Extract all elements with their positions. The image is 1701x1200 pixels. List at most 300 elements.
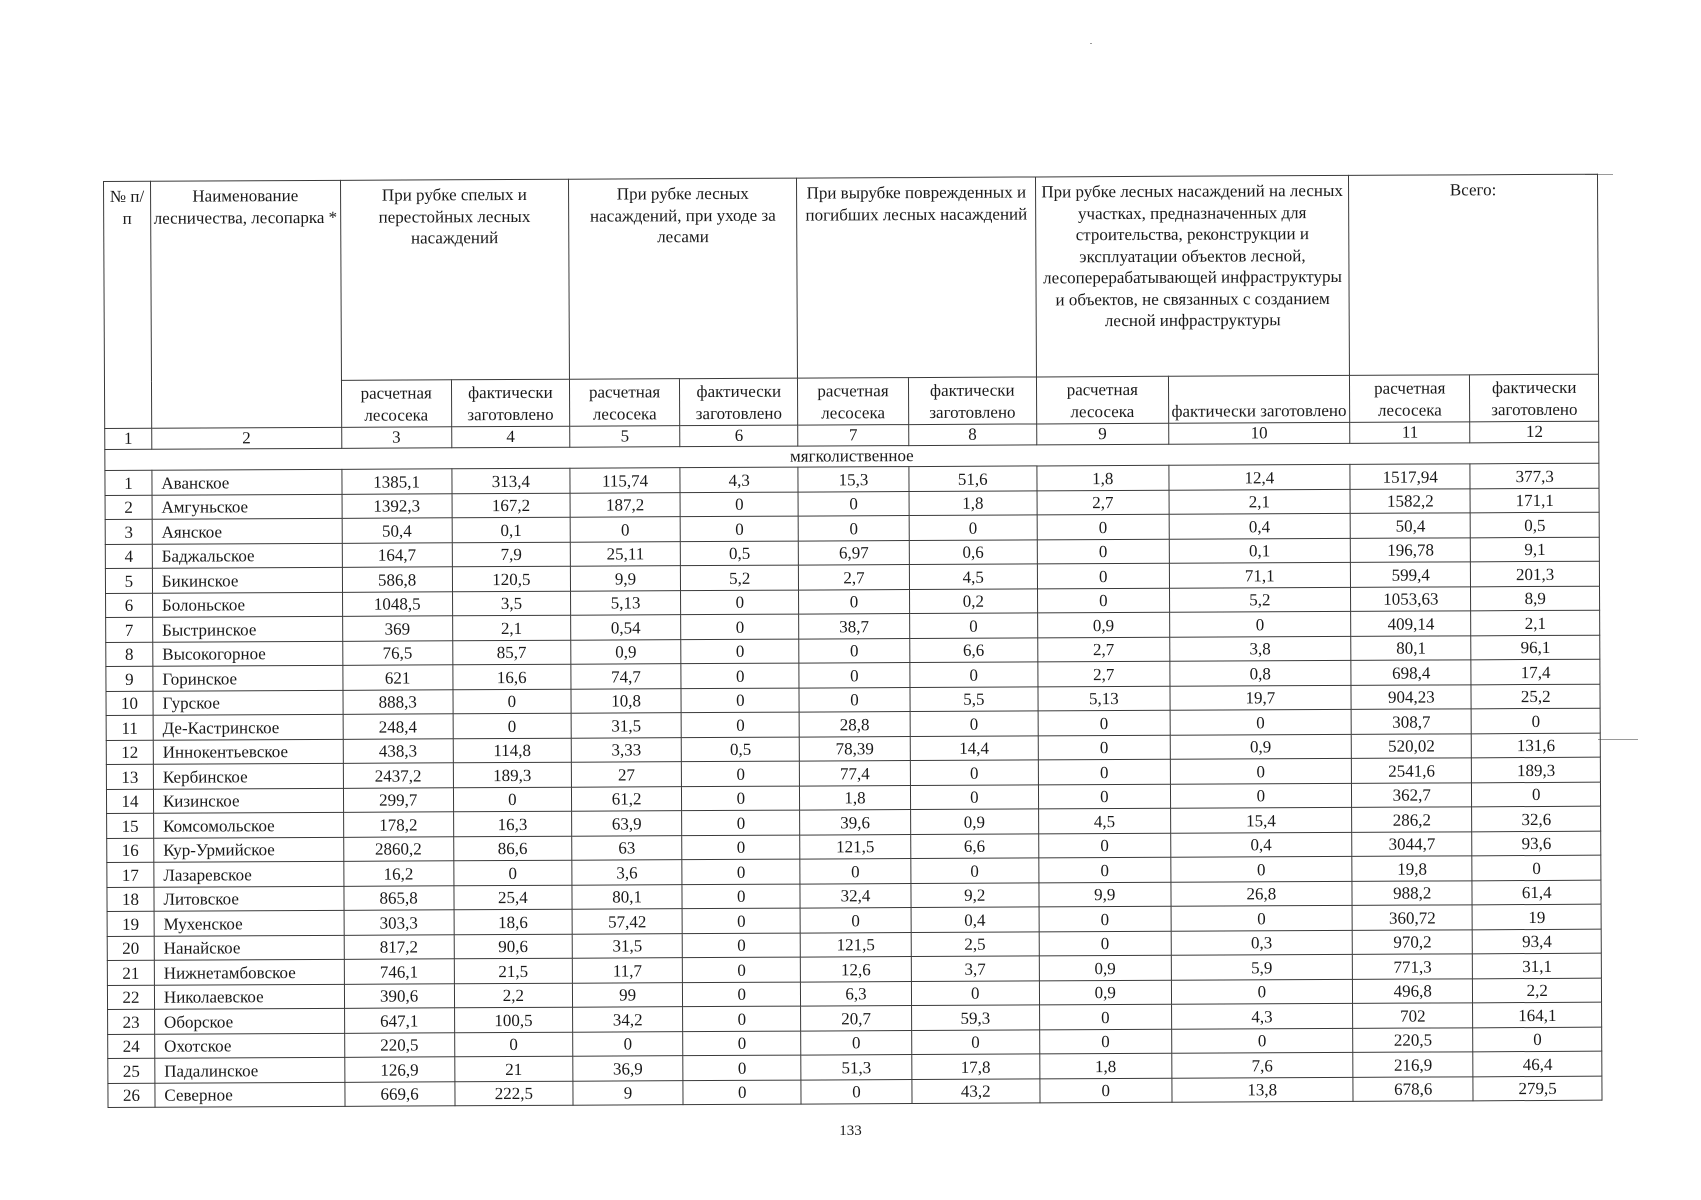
value-cell: 0 — [681, 614, 799, 639]
forestry-name-cell: Северное — [155, 1082, 345, 1107]
value-cell: 0 — [682, 859, 800, 884]
value-cell: 120,5 — [452, 566, 570, 591]
value-cell: 61,4 — [1472, 880, 1601, 905]
column-number: 12 — [1470, 421, 1599, 443]
value-cell: 196,78 — [1350, 537, 1470, 562]
value-cell: 50,4 — [1350, 513, 1470, 538]
value-cell: 93,6 — [1472, 831, 1601, 856]
value-cell: 115,74 — [570, 468, 680, 493]
value-cell: 0,5 — [1471, 512, 1600, 537]
header-no: № п/п — [104, 181, 152, 428]
value-cell: 0 — [1473, 1027, 1602, 1052]
value-cell: 16,6 — [453, 664, 571, 689]
value-cell: 164,1 — [1473, 1002, 1602, 1027]
value-cell: 698,4 — [1351, 660, 1471, 685]
row-number-cell: 2 — [105, 495, 152, 520]
value-cell: 9,9 — [1039, 882, 1171, 907]
value-cell: 0 — [911, 980, 1040, 1005]
column-number: 11 — [1350, 422, 1470, 444]
value-cell: 9,9 — [570, 566, 680, 591]
value-cell: 126,9 — [344, 1057, 454, 1082]
value-cell: 362,7 — [1352, 782, 1472, 807]
header-sub-planned: расчетная лесосека — [1350, 375, 1471, 423]
value-cell: 77,4 — [800, 761, 910, 786]
value-cell: 16,2 — [343, 861, 453, 886]
forestry-name-cell: Литовское — [154, 886, 344, 911]
value-cell: 76,5 — [342, 640, 452, 665]
value-cell: 0 — [1037, 563, 1169, 588]
value-cell: 0 — [453, 787, 571, 812]
row-number-cell: 18 — [107, 887, 154, 912]
value-cell: 36,9 — [573, 1056, 683, 1081]
value-cell: 0 — [1170, 783, 1352, 808]
forestry-name-cell: Кур-Урмийское — [154, 837, 344, 862]
header-group-mature: При рубке спелых и перестойных лесных насаждений — [340, 179, 569, 380]
value-cell: 114,8 — [453, 738, 571, 763]
value-cell: 0 — [1171, 905, 1353, 930]
forestry-name-cell: Оборское — [154, 1008, 344, 1033]
value-cell: 313,4 — [452, 468, 570, 493]
value-cell: 96,1 — [1471, 635, 1600, 660]
value-cell: 121,5 — [801, 932, 911, 957]
value-cell: 201,3 — [1471, 561, 1600, 586]
value-cell: 3,7 — [911, 956, 1040, 981]
value-cell: 6,97 — [799, 540, 909, 565]
value-cell: 0 — [682, 933, 800, 958]
value-cell: 2,5 — [911, 931, 1040, 956]
value-cell: 0,9 — [1039, 980, 1171, 1005]
value-cell: 0 — [454, 860, 572, 885]
value-cell: 19,7 — [1170, 685, 1352, 710]
value-cell: 20,7 — [801, 1006, 911, 1031]
value-cell: 2,2 — [1473, 978, 1602, 1003]
value-cell: 2,1 — [1471, 610, 1600, 635]
header-sub-actual: фактически заготовлено — [1168, 375, 1350, 423]
value-cell: 1053,63 — [1351, 586, 1471, 611]
forestry-name-cell: Аянское — [152, 518, 342, 543]
value-cell: 189,3 — [1472, 757, 1601, 782]
row-number-cell: 16 — [107, 838, 154, 863]
value-cell: 19,8 — [1352, 856, 1472, 881]
section-title: мягколиственное — [105, 442, 1599, 470]
value-cell: 15,4 — [1170, 807, 1352, 832]
value-cell: 1,8 — [1037, 465, 1169, 490]
value-cell: 17,8 — [911, 1054, 1040, 1079]
value-cell: 0 — [799, 589, 909, 614]
row-number-cell: 24 — [108, 1034, 155, 1059]
header-group-total: Всего: — [1349, 174, 1599, 375]
value-cell: 3044,7 — [1352, 831, 1472, 856]
value-cell: 0 — [683, 1055, 801, 1080]
column-number: 9 — [1037, 423, 1169, 445]
value-cell: 121,5 — [800, 834, 910, 859]
value-cell: 0,3 — [1171, 930, 1353, 955]
value-cell: 31,1 — [1473, 953, 1602, 978]
value-cell: 32,6 — [1472, 806, 1601, 831]
value-cell: 0,2 — [909, 588, 1038, 613]
forestry-name-cell: Гурское — [153, 690, 343, 715]
value-cell: 0 — [683, 1006, 801, 1031]
value-cell: 888,3 — [343, 689, 453, 714]
value-cell: 5,5 — [910, 686, 1039, 711]
value-cell: 0 — [682, 810, 800, 835]
value-cell: 0 — [453, 713, 571, 738]
value-cell: 39,6 — [800, 810, 910, 835]
value-cell: 18,6 — [454, 909, 572, 934]
value-cell: 1,8 — [909, 490, 1038, 515]
row-number-cell: 19 — [107, 911, 154, 936]
header-sub-actual: фактически заготовлено — [1470, 374, 1599, 422]
value-cell: 279,5 — [1473, 1076, 1602, 1101]
row-number-cell: 17 — [107, 862, 154, 887]
value-cell: 167,2 — [452, 493, 570, 518]
value-cell: 0 — [1040, 1078, 1172, 1103]
value-cell: 11,7 — [572, 958, 682, 983]
value-cell: 0,9 — [571, 639, 681, 664]
value-cell: 0 — [799, 687, 909, 712]
value-cell: 2,7 — [1038, 661, 1170, 686]
value-cell: 178,2 — [343, 812, 453, 837]
row-number-cell: 26 — [108, 1083, 155, 1108]
header-sub-planned: расчетная лесосека — [798, 378, 908, 426]
value-cell: 702 — [1353, 1003, 1473, 1028]
value-cell: 3,33 — [571, 737, 681, 762]
value-cell: 0 — [799, 663, 909, 688]
row-number-cell: 13 — [106, 764, 153, 789]
value-cell: 0 — [909, 613, 1038, 638]
row-number-cell: 23 — [108, 1009, 155, 1034]
forestry-name-cell: Горинское — [153, 665, 343, 690]
value-cell: 0 — [1040, 1029, 1172, 1054]
value-cell: 12,4 — [1168, 464, 1350, 489]
value-cell: 390,6 — [344, 983, 454, 1008]
value-cell: 0 — [680, 516, 798, 541]
forestry-name-cell: Охотское — [155, 1033, 345, 1058]
value-cell: 2860,2 — [343, 836, 453, 861]
value-cell: 2,1 — [452, 615, 570, 640]
forestry-name-cell: Бикинское — [152, 567, 342, 592]
value-cell: 0 — [1039, 931, 1171, 956]
row-number-cell: 1 — [105, 470, 152, 495]
header-sub-actual: фактически заготовлено — [680, 378, 799, 426]
value-cell: 988,2 — [1352, 880, 1472, 905]
value-cell: 0 — [1472, 782, 1601, 807]
value-cell: 647,1 — [344, 1008, 454, 1033]
row-number-cell: 7 — [106, 617, 153, 642]
value-cell: 0 — [682, 908, 800, 933]
column-number: 5 — [570, 426, 680, 448]
value-cell: 286,2 — [1352, 807, 1472, 832]
value-cell: 2,2 — [454, 983, 572, 1008]
value-cell: 63 — [572, 835, 682, 860]
value-cell: 0 — [681, 712, 799, 737]
value-cell: 0,1 — [452, 517, 570, 542]
value-cell: 0 — [911, 1029, 1040, 1054]
value-cell: 2437,2 — [343, 763, 453, 788]
value-cell: 1,8 — [1040, 1053, 1172, 1078]
value-cell: 57,42 — [572, 909, 682, 934]
header-sub-planned: расчетная лесосека — [341, 380, 451, 428]
value-cell: 970,2 — [1352, 929, 1472, 954]
value-cell: 0 — [454, 1032, 572, 1057]
value-cell: 171,1 — [1470, 488, 1599, 513]
forestry-name-cell: Аванское — [152, 469, 342, 494]
value-cell: 0 — [681, 761, 799, 786]
value-cell: 14,4 — [910, 735, 1039, 760]
forestry-name-cell: Кербинское — [153, 763, 343, 788]
value-cell: 26,8 — [1171, 881, 1353, 906]
value-cell: 377,3 — [1470, 463, 1599, 488]
column-number: 8 — [908, 424, 1037, 446]
value-cell: 0,4 — [911, 907, 1040, 932]
row-number-cell: 20 — [107, 936, 154, 961]
value-cell: 0 — [682, 884, 800, 909]
value-cell: 38,7 — [799, 614, 909, 639]
table-header — [104, 174, 1599, 470]
value-cell: 32,4 — [800, 883, 910, 908]
value-cell: 31,5 — [572, 933, 682, 958]
value-cell: 0 — [683, 982, 801, 1007]
value-cell: 10,8 — [571, 688, 681, 713]
forestry-harvest-table — [103, 174, 1603, 1108]
forestry-name-cell: Де-Кастринское — [153, 714, 343, 739]
value-cell: 74,7 — [571, 664, 681, 689]
page-number: 133 — [839, 1123, 862, 1139]
value-cell: 248,4 — [343, 714, 453, 739]
forestry-name-cell: Николаевское — [154, 984, 344, 1009]
value-cell: 0 — [1171, 1028, 1353, 1053]
row-number-cell: 9 — [106, 666, 153, 691]
value-cell: 0 — [681, 590, 799, 615]
value-cell: 0 — [909, 515, 1038, 540]
value-cell: 21,5 — [454, 958, 572, 983]
value-cell: 1582,2 — [1350, 488, 1470, 513]
value-cell: 189,3 — [453, 762, 571, 787]
value-cell: 25,11 — [570, 541, 680, 566]
value-cell: 0 — [1038, 710, 1170, 735]
value-cell: 0 — [799, 516, 909, 541]
value-cell: 50,4 — [342, 518, 452, 543]
value-cell: 5,2 — [681, 565, 799, 590]
value-cell: 1385,1 — [341, 469, 451, 494]
column-number: 2 — [152, 427, 342, 449]
row-number-cell: 21 — [107, 960, 154, 985]
value-cell: 6,6 — [909, 637, 1038, 662]
value-cell: 222,5 — [455, 1081, 573, 1106]
value-cell: 7,9 — [452, 542, 570, 567]
value-cell: 599,4 — [1350, 562, 1470, 587]
row-number-cell: 22 — [107, 985, 154, 1010]
forestry-name-cell: Падалинское — [155, 1057, 345, 1082]
value-cell: 164,7 — [342, 542, 452, 567]
value-cell: 360,72 — [1352, 905, 1472, 930]
value-cell: 0,9 — [1039, 955, 1171, 980]
value-cell: 0 — [798, 491, 908, 516]
value-cell: 131,6 — [1472, 733, 1601, 758]
forestry-name-cell: Быстринское — [153, 616, 343, 641]
header-sub-actual: фактически заготовлено — [908, 377, 1037, 425]
value-cell: 25,4 — [454, 885, 572, 910]
value-cell: 0 — [1040, 1004, 1172, 1029]
value-cell: 0 — [800, 859, 910, 884]
value-cell: 0 — [1169, 611, 1351, 636]
column-number: 1 — [105, 428, 152, 449]
value-cell: 771,3 — [1352, 954, 1472, 979]
value-cell: 0 — [910, 784, 1039, 809]
value-cell: 2,7 — [799, 565, 909, 590]
value-cell: 496,8 — [1353, 978, 1473, 1003]
value-cell: 0 — [1037, 514, 1169, 539]
value-cell: 0 — [910, 858, 1039, 883]
column-number: 7 — [798, 425, 908, 447]
value-cell: 7,6 — [1171, 1052, 1353, 1077]
value-cell: 59,3 — [911, 1005, 1040, 1030]
value-cell: 409,14 — [1351, 611, 1471, 636]
row-number-cell: 3 — [105, 519, 152, 544]
row-number-cell: 5 — [105, 568, 152, 593]
value-cell: 80,1 — [1351, 635, 1471, 660]
value-cell: 0 — [681, 663, 799, 688]
forestry-name-cell: Амгуньское — [152, 494, 342, 519]
value-cell: 0,5 — [680, 541, 798, 566]
value-cell: 4,5 — [909, 564, 1038, 589]
forestry-name-cell: Иннокентьевское — [153, 739, 343, 764]
value-cell: 85,7 — [452, 640, 570, 665]
value-cell: 5,2 — [1169, 587, 1351, 612]
header-sub-actual: фактически заготовлено — [451, 379, 570, 427]
value-cell: 1,8 — [800, 785, 910, 810]
value-cell: 6,3 — [801, 981, 911, 1006]
value-cell: 28,8 — [800, 712, 910, 737]
value-cell: 0 — [801, 1079, 911, 1104]
value-cell: 16,3 — [453, 811, 571, 836]
value-cell: 1517,94 — [1350, 464, 1470, 489]
value-cell: 0 — [1038, 784, 1170, 809]
value-cell: 621 — [342, 665, 452, 690]
value-cell: 0 — [683, 1080, 801, 1105]
value-cell: 21 — [454, 1056, 572, 1081]
value-cell: 220,5 — [344, 1032, 454, 1057]
value-cell: 0 — [570, 517, 680, 542]
value-cell: 0,9 — [910, 809, 1039, 834]
value-cell: 0 — [682, 957, 800, 982]
value-cell: 1048,5 — [342, 591, 452, 616]
header-group-damaged: При вырубке поврежденных и погибших лесных насаждений — [797, 177, 1037, 378]
forestry-name-cell: Кизинское — [153, 788, 343, 813]
value-cell: 0 — [1037, 539, 1169, 564]
value-cell: 78,39 — [800, 736, 910, 761]
row-number-cell: 4 — [105, 544, 152, 569]
value-cell: 0 — [1171, 979, 1353, 1004]
value-cell: 12,6 — [801, 957, 911, 982]
value-cell: 0 — [680, 492, 798, 517]
value-cell: 25,2 — [1471, 684, 1600, 709]
row-number-cell: 15 — [107, 813, 154, 838]
value-cell: 3,6 — [572, 860, 682, 885]
row-number-cell: 11 — [106, 715, 153, 740]
value-cell: 0 — [682, 786, 800, 811]
forestry-name-cell: Болоньское — [152, 592, 342, 617]
value-cell: 2541,6 — [1351, 758, 1471, 783]
value-cell: 4,3 — [680, 467, 798, 492]
value-cell: 678,6 — [1353, 1076, 1473, 1101]
row-number-cell: 12 — [106, 740, 153, 765]
value-cell: 0,54 — [571, 615, 681, 640]
value-cell: 438,3 — [343, 738, 453, 763]
row-number-cell: 25 — [108, 1058, 155, 1083]
row-number-cell: 6 — [106, 593, 153, 618]
value-cell: 63,9 — [572, 811, 682, 836]
header-group-construction: При рубке лесных насаждений на лесных участках, предназначенных для строительства, реконструкции и эксплуатации объектов лесной, лесоперерабатывающей инфраструктуры и объектов, не связанных с созданием лесной инфраструктуры — [1036, 175, 1350, 377]
value-cell: 0 — [1038, 759, 1170, 784]
value-cell: 46,4 — [1473, 1051, 1602, 1076]
value-cell: 0 — [681, 688, 799, 713]
value-cell: 0,4 — [1170, 832, 1352, 857]
value-cell: 0 — [799, 638, 909, 663]
column-number: 10 — [1168, 422, 1350, 444]
value-cell: 0 — [800, 908, 910, 933]
value-cell: 3,8 — [1169, 636, 1351, 661]
value-cell: 2,7 — [1037, 490, 1169, 515]
value-cell: 0 — [1038, 735, 1170, 760]
value-cell: 520,02 — [1351, 733, 1471, 758]
value-cell: 0,4 — [1169, 513, 1351, 538]
value-cell: 0 — [1039, 906, 1171, 931]
value-cell: 17,4 — [1471, 659, 1600, 684]
value-cell: 0,9 — [1038, 612, 1170, 637]
value-cell: 0 — [1472, 855, 1601, 880]
value-cell: 0 — [453, 689, 571, 714]
value-cell: 0 — [1170, 758, 1352, 783]
forestry-name-cell: Баджальское — [152, 543, 342, 568]
row-number-cell: 8 — [106, 642, 153, 667]
header-group-care: При рубке лесных насаждений, при уходе за лесами — [568, 178, 797, 379]
value-cell: 34,2 — [573, 1007, 683, 1032]
value-cell: 93,4 — [1473, 929, 1602, 954]
value-cell: 299,7 — [343, 787, 453, 812]
value-cell: 817,2 — [344, 934, 454, 959]
value-cell: 216,9 — [1353, 1052, 1473, 1077]
forestry-name-cell: Мухенское — [154, 910, 344, 935]
value-cell: 0 — [681, 639, 799, 664]
value-cell: 19 — [1472, 904, 1601, 929]
value-cell: 0 — [910, 760, 1039, 785]
column-number: 4 — [451, 426, 569, 448]
value-cell: 0 — [909, 662, 1038, 687]
forestry-name-cell: Высокогорное — [153, 641, 343, 666]
value-cell: 8,9 — [1471, 586, 1600, 611]
value-cell: 5,13 — [571, 590, 681, 615]
value-cell: 0 — [1170, 709, 1352, 734]
value-cell: 865,8 — [344, 885, 454, 910]
value-cell: 9,1 — [1471, 537, 1600, 562]
header-sub-planned: расчетная лесосека — [1036, 376, 1168, 424]
value-cell: 51,6 — [908, 466, 1037, 491]
value-cell: 904,23 — [1351, 684, 1471, 709]
value-cell: 669,6 — [344, 1081, 454, 1106]
column-number: 6 — [680, 425, 798, 447]
value-cell: 0,1 — [1169, 538, 1351, 563]
value-cell: 9,2 — [910, 882, 1039, 907]
value-cell: 86,6 — [453, 836, 571, 861]
value-cell: 80,1 — [572, 884, 682, 909]
value-cell: 6,6 — [910, 833, 1039, 858]
value-cell: 71,1 — [1169, 562, 1351, 587]
value-cell: 0 — [1170, 856, 1352, 881]
value-cell: 90,6 — [454, 934, 572, 959]
column-number: 3 — [341, 427, 451, 449]
value-cell: 187,2 — [570, 492, 680, 517]
